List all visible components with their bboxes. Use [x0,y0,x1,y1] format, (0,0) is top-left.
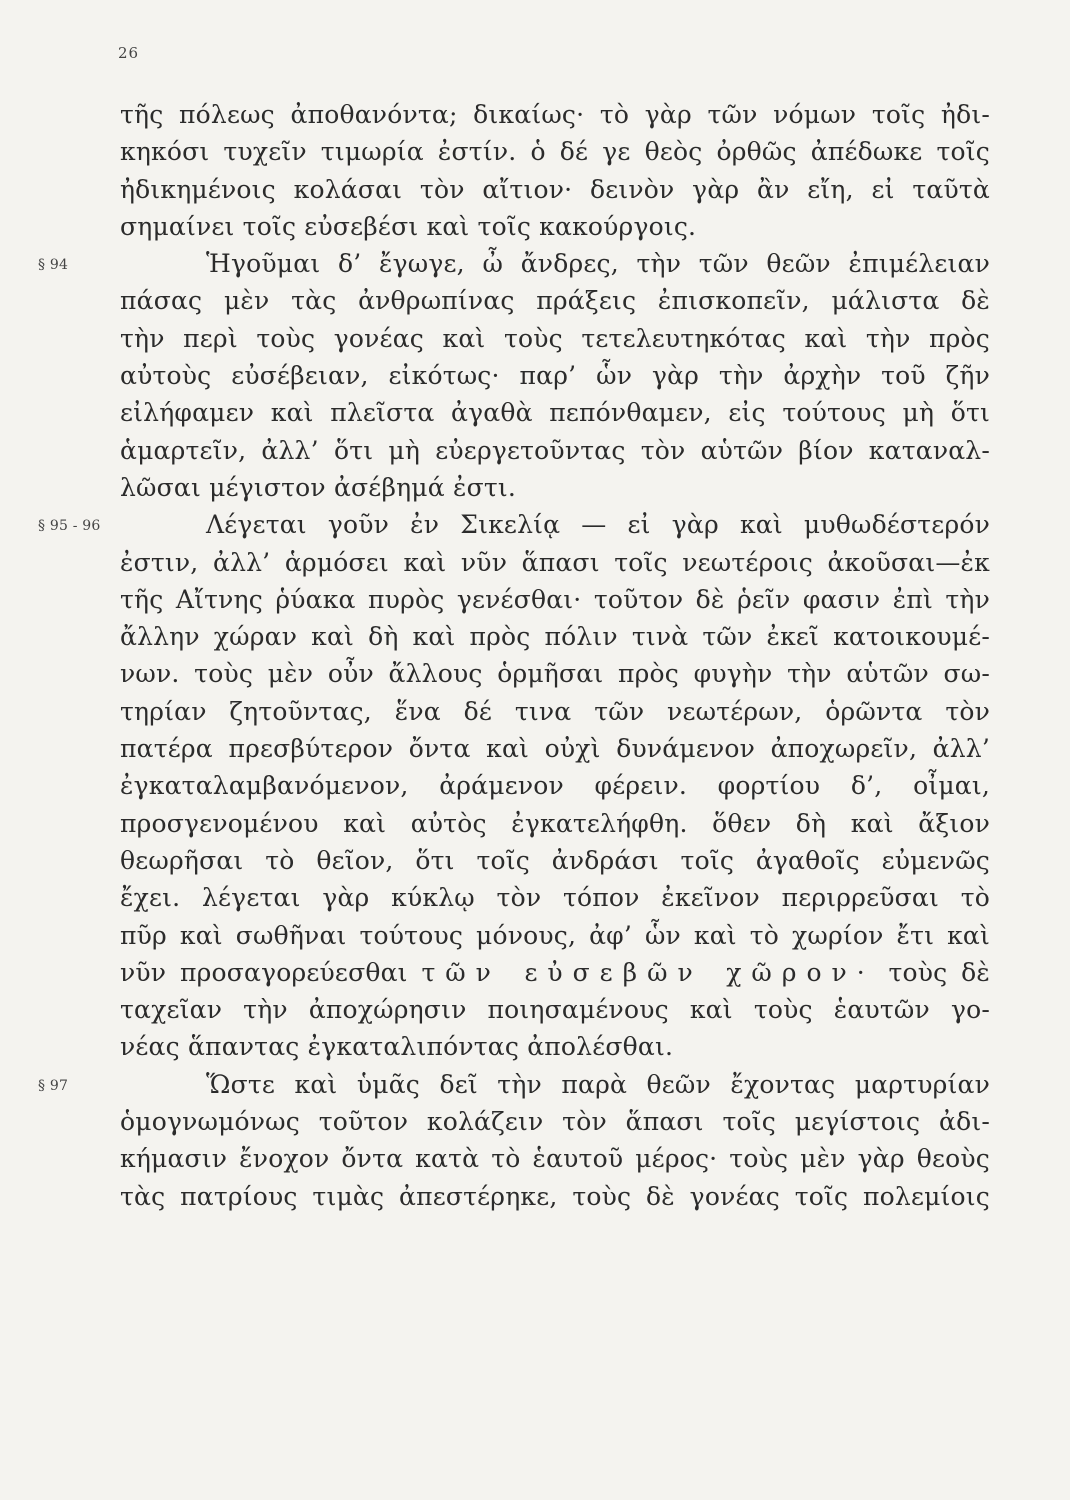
text-line [120,693,990,730]
line-text: ἠδικημένοις κολάσαι τὸν αἴτιον· δεινὸν γὰρ ἂν εἴη, εἰ ταῦτὰ [120,174,990,204]
line-text: πατέρα πρεσβύτερον ὄντα καὶ οὐχὶ δυνάμενον ἀποχωρεῖν, ἀλλ’ [120,734,990,764]
text-line [120,96,990,133]
text-line [120,1178,990,1215]
line-text: τηρίαν ζητοῦντας, ἕνα δέ τινα τῶν νεωτέρων, ὁρῶντα τὸν [120,696,990,726]
text-line [120,544,990,581]
text-line [120,618,990,655]
line-text: Ὥστε καὶ ὑμᾶς δεῖ τὴν παρὰ θεῶν ἔχοντας μαρτυρίαν [206,1069,990,1099]
text-line [120,917,990,954]
line-text: προσγενομένου καὶ αὐτὸς ἐγκατελήφθη. ὅθεν δὴ καὶ ἄξιον [120,808,990,838]
text-line [120,432,990,469]
line-text: ἐγκαταλαμβανόμενον, ἀράμενον φέρειν. φορτίου δ’, οἶμαι, [120,771,990,801]
line-text: τὰς πατρίους τιμὰς ἀπεστέρηκε, τοὺς δὲ γονέας τοῖς πολεμίοις [120,1181,990,1211]
page-number: 26 [118,44,140,62]
text-line [120,171,990,208]
text-line [120,954,990,991]
line-text: σημαίνει τοῖς εὐσεβέσι καὶ τοῖς κακούργοις. [120,211,697,241]
line-text: ἔχει. λέγεται γὰρ κύκλῳ τὸν τόπον ἐκεῖνον περιρρεῦσαι τὸ [120,883,990,913]
text-line [120,133,990,170]
line-text-tail: τοὺς δὲ [888,957,990,987]
text-line [38,245,990,282]
line-text: αὐτοὺς εὐσέβειαν, εἰκότως· παρ’ ὧν γὰρ τὴν ἀρχὴν τοῦ ζῆν [120,361,990,391]
text-line [120,469,990,506]
line-text: ἁμαρτεῖν, ἀλλ’ ὅτι μὴ εὐεργετοῦντας τὸν αὑτῶν βίον καταναλ- [120,435,990,465]
text-line [120,805,990,842]
line-text: ἄλλην χώραν καὶ δὴ καὶ πρὸς πόλιν τινὰ τῶν ἐκεῖ κατοικουμέ- [120,622,990,652]
line-text: νέας ἅπαντας ἐγκαταλιπόντας ἀπολέσθαι. [120,1032,674,1062]
section-marker: § 95 - 96 [38,518,101,535]
line-text: πῦρ καὶ σωθῆναι τούτους μόνους, ἀφ’ ὧν καὶ τὸ χωρίον ἔτι καὶ [120,920,990,950]
text-line [120,842,990,879]
line-text: ὁμογνωμόνως τοῦτον κολάζειν τὸν ἅπασι τοῖς μεγίστοις ἀδι- [120,1107,990,1137]
section-marker: § 94 [38,257,69,274]
text-line [120,1140,990,1177]
text-line [120,394,990,431]
spaced-emphasis-text: τῶν εὐσεβῶν χῶρον· [421,957,875,987]
line-text: εἰλήφαμεν καὶ πλεῖστα ἀγαθὰ πεπόνθαμεν, εἰς τούτους μὴ ὅτι [120,398,990,428]
text-line [120,1103,990,1140]
line-text: ἐστιν, ἀλλ’ ἁρμόσει καὶ νῦν ἅπασι τοῖς νεωτέροις ἀκοῦσαι—ἐκ [120,547,990,577]
text-line [120,282,990,319]
text-line [120,208,990,245]
text-line [38,1066,990,1103]
text-line [120,879,990,916]
line-text: τὴν περὶ τοὺς γονέας καὶ τοὺς τετελευτηκότας καὶ τὴν πρὸς [120,323,990,353]
section-marker: § 97 [38,1077,69,1094]
text-line [120,1028,990,1065]
line-text: Λέγεται γοῦν ἐν Σικελίᾳ — εἰ γὰρ καὶ μυθωδέστερόν [206,510,990,540]
line-text: τῆς πόλεως ἀποθανόντα; δικαίως· τὸ γὰρ τῶν νόμων τοῖς ἠδι- [120,100,990,129]
line-text: ταχεῖαν τὴν ἀποχώρησιν ποιησαμένους καὶ τοὺς ἑαυτῶν γο- [120,995,990,1025]
line-text: νων. τοὺς μὲν οὖν ἄλλους ὁρμῆσαι πρὸς φυγὴν τὴν αὑτῶν σω- [120,659,990,689]
line-text: λῶσαι μέγιστον ἀσέβημά ἐστι. [120,472,517,502]
text-line [120,767,990,804]
greek-text-body [38,96,990,1215]
line-text: κηκόσι τυχεῖν τιμωρία ἐστίν. ὁ δέ γε θεὸς ὀρθῶς ἀπέδωκε τοῖς [120,137,990,167]
line-text: πάσας μὲν τὰς ἀνθρωπίνας πράξεις ἐπισκοπεῖν, μάλιστα δὲ [120,286,990,316]
text-line [120,320,990,357]
text-line [120,730,990,767]
text-line [38,506,990,543]
line-text: θεωρῆσαι τὸ θεῖον, ὅτι τοῖς ἀνδράσι τοῖς ἀγαθοῖς εὐμενῶς [120,845,990,875]
line-text: τῆς Αἴτνης ῥύακα πυρὸς γενέσθαι· τοῦτον δὲ ῥεῖν φασιν ἐπὶ τὴν [120,584,990,614]
text-line [120,581,990,618]
text-line [120,991,990,1028]
line-text: νῦν προσαγορεύεσθαι [120,957,408,987]
text-line [120,655,990,692]
line-text: Ἡγοῦμαι δ’ ἔγωγε, ὦ ἄνδρες, τὴν τῶν θεῶν ἐπιμέλειαν [206,249,990,279]
text-line [120,357,990,394]
line-text: κήμασιν ἔνοχον ὄντα κατὰ τὸ ἑαυτοῦ μέρος· τοὺς μὲν γὰρ θεοὺς [120,1144,990,1174]
